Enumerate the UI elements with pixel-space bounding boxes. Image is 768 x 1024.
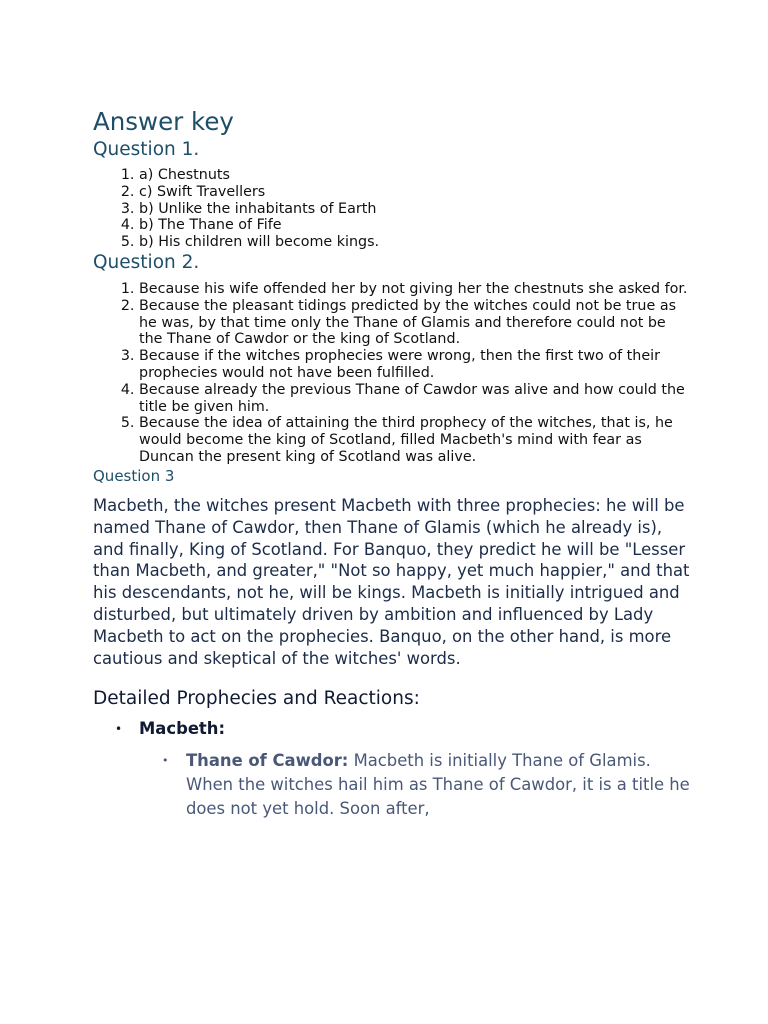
- list-item: 5. b) His children will become kings.: [139, 234, 693, 251]
- page-title: Answer key: [93, 107, 234, 136]
- question-3-heading: Question 3: [93, 466, 175, 485]
- question-1-answers: [93, 167, 693, 251]
- list-item-macbeth: [115, 718, 693, 821]
- list-item: 4. Because already the previous Thane of Cawdor was alive and how could the title be given him.: [139, 382, 693, 416]
- list-item: 1. a) Chestnuts: [139, 167, 693, 184]
- list-item: 4. b) The Thane of Fife: [139, 217, 693, 234]
- list-item: 2. c) Swift Travellers: [139, 184, 693, 201]
- list-item-cawdor: [162, 749, 693, 821]
- macbeth-label: Macbeth:: [139, 719, 225, 738]
- question-2-answers: [93, 281, 693, 466]
- macbeth-sublist: [139, 749, 693, 821]
- prophecies-list: [93, 718, 693, 821]
- question-3-paragraph: Macbeth, the witches present Macbeth with three prophecies: he will be named Thane of Cawdor, then Thane of Glamis (which he already is), and finally, King of Scotland. For Banquo, they predict he will be "Lesser than Macbeth, and greater," "Not so happy, yet much happier," and that his descendants, not he, will be kings. Macbeth is initially intrigued and disturbed, but ultimately driven by ambition and influenced by Lady Macbeth to act on the prophecies. Banquo, on the other hand, is more cautious and skeptical of the witches' words.: [93, 495, 690, 669]
- answer-key-page: [93, 106, 693, 821]
- question-1-heading: Question 1.: [93, 139, 200, 160]
- detailed-prophecies-heading: Detailed Prophecies and Reactions:: [93, 688, 420, 709]
- bullet-icon: •: [162, 754, 169, 767]
- list-item: 3. Because if the witches prophecies were wrong, then the first two of their prophecies would not have been fulfilled.: [139, 348, 693, 382]
- question-2-heading: Question 2.: [93, 251, 200, 273]
- list-item: 3. b) Unlike the inhabitants of Earth: [139, 201, 693, 218]
- list-item: 1. Because his wife offended her by not giving her the chestnuts she asked for.: [139, 281, 693, 298]
- cawdor-label: Thane of Cawdor:: [186, 751, 349, 770]
- bullet-icon: •: [115, 722, 123, 736]
- cawdor-text: Macbeth is initially Thane of Glamis. When the witches hail him as Thane of Cawdor, it is a title he does not yet hold. Soon after,: [186, 751, 690, 818]
- list-item: 2. Because the pleasant tidings predicted by the witches could not be true as he was, by that time only the Thane of Glamis and therefore could not be the Thane of Cawdor or the king of Scotland.: [139, 298, 693, 348]
- list-item: 5. Because the idea of attaining the third prophecy of the witches, that is, he would become the king of Scotland, filled Macbeth's mind with fear as Duncan the present king of Scotland was alive.: [139, 415, 693, 465]
